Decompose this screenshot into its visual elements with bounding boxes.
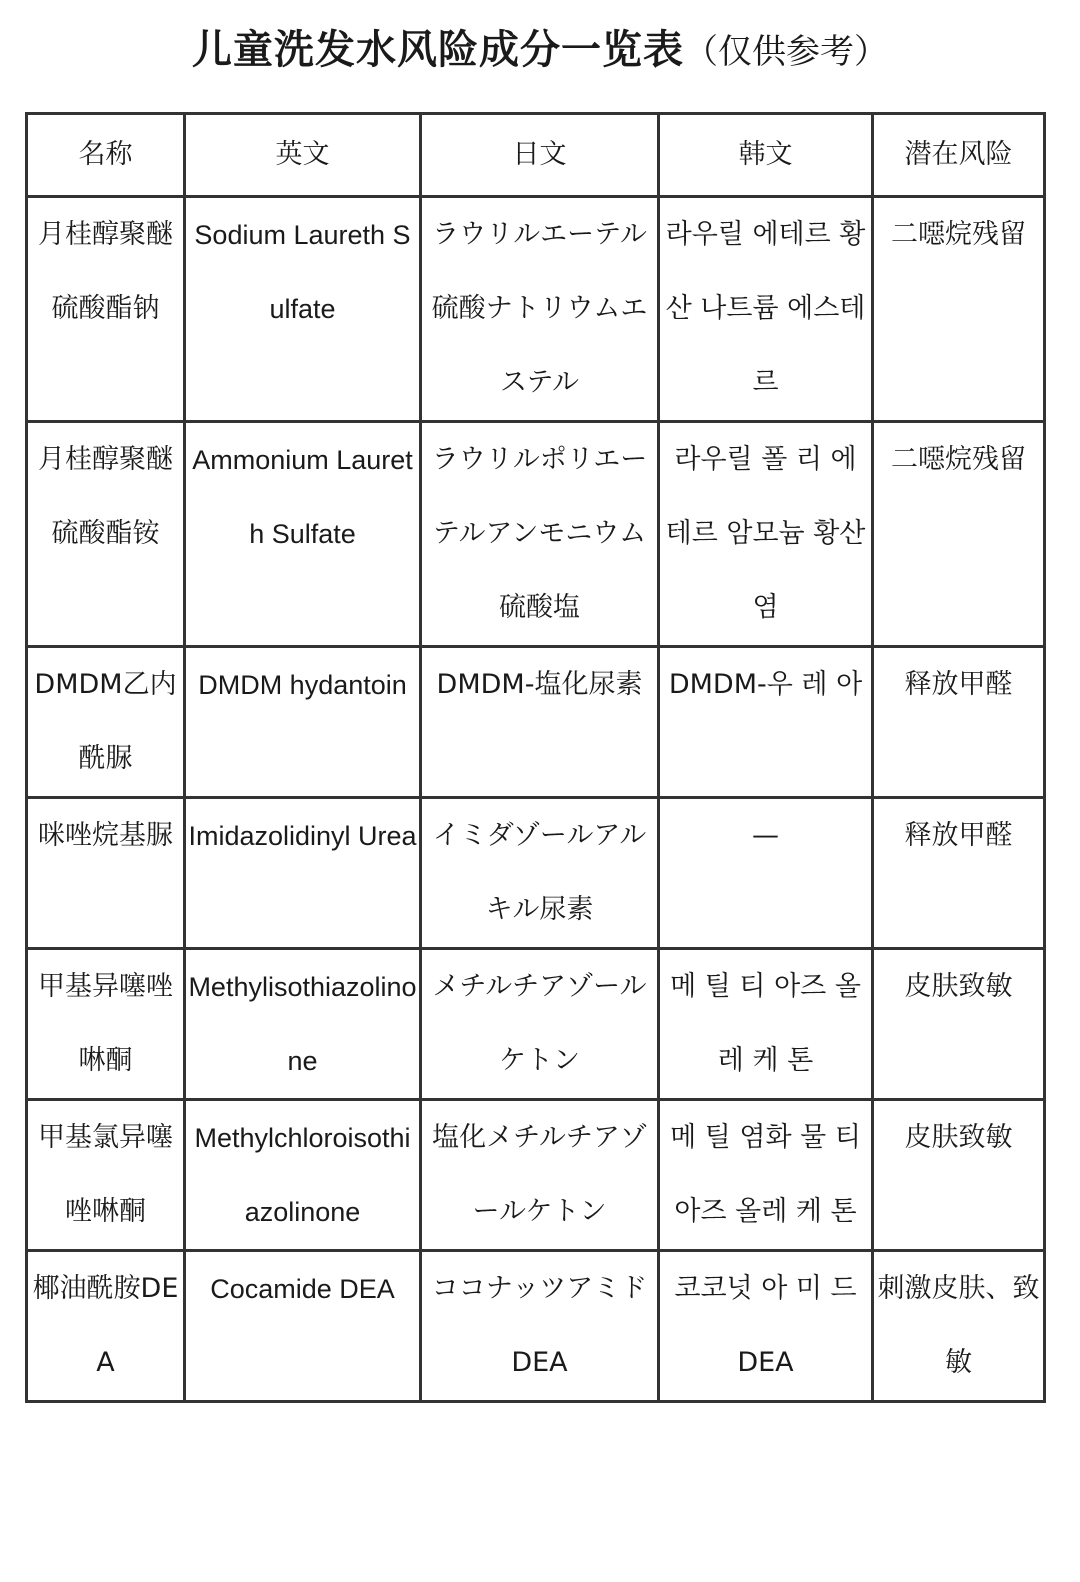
- cell-english: Methylchloroisothiazolinone: [185, 1100, 421, 1251]
- cell-name: DMDM乙内酰脲: [27, 647, 185, 798]
- cell-japanese: イミダゾールアルキル尿素: [421, 798, 659, 949]
- cell-korean: DMDM-우 레 아: [659, 647, 873, 798]
- header-row: [27, 114, 1045, 197]
- cell-english: DMDM hydantoin: [185, 647, 421, 798]
- cell-korean: —: [659, 798, 873, 949]
- risk-ingredients-table: [25, 112, 1046, 1403]
- cell-name: 月桂醇聚醚硫酸酯钠: [27, 197, 185, 422]
- cell-name: 月桂醇聚醚硫酸酯铵: [27, 422, 185, 647]
- cell-name: 甲基氯异噻唑啉酮: [27, 1100, 185, 1251]
- cell-risk: 刺激皮肤、致敏: [873, 1251, 1045, 1402]
- table-row: [27, 798, 1045, 949]
- cell-korean: 라우릴 폴 리 에테르 암모늄 황산 염: [659, 422, 873, 647]
- cell-japanese: ラウリルエーテル硫酸ナトリウムエステル: [421, 197, 659, 422]
- page-title: [0, 18, 1080, 75]
- cell-japanese: ラウリルポリエーテルアンモニウム硫酸塩: [421, 422, 659, 647]
- table-row: [27, 647, 1045, 798]
- cell-english: Imidazolidinyl Urea: [185, 798, 421, 949]
- cell-risk: 释放甲醛: [873, 647, 1045, 798]
- table-row: [27, 197, 1045, 422]
- table-row: [27, 949, 1045, 1100]
- cell-japanese: DMDM-塩化尿素: [421, 647, 659, 798]
- cell-japanese: メチルチアゾールケトン: [421, 949, 659, 1100]
- cell-english: Methylisothiazolinone: [185, 949, 421, 1100]
- title-main: 儿童洗发水风险成分一览表: [192, 27, 684, 73]
- cell-korean: 라우릴 에테르 황산 나트륨 에스테 르: [659, 197, 873, 422]
- cell-risk: 释放甲醛: [873, 798, 1045, 949]
- title-note: （仅供参考）: [684, 32, 888, 72]
- cell-korean: 메 틸 티 아즈 올레 케 톤: [659, 949, 873, 1100]
- cell-korean: 메 틸 염화 물 티 아즈 올레 케 톤: [659, 1100, 873, 1251]
- header-japanese: 日文: [421, 114, 659, 197]
- cell-risk: 二噁烷残留: [873, 422, 1045, 647]
- cell-japanese: ココナッツアミド DEA: [421, 1251, 659, 1402]
- table-row: [27, 422, 1045, 647]
- cell-japanese: 塩化メチルチアゾールケトン: [421, 1100, 659, 1251]
- cell-korean: 코코넛 아 미 드 DEA: [659, 1251, 873, 1402]
- cell-name: 椰油酰胺DEA: [27, 1251, 185, 1402]
- cell-english: Cocamide DEA: [185, 1251, 421, 1402]
- cell-name: 甲基异噻唑啉酮: [27, 949, 185, 1100]
- cell-name: 咪唑烷基脲: [27, 798, 185, 949]
- cell-english: Sodium Laureth Sulfate: [185, 197, 421, 422]
- cell-risk: 二噁烷残留: [873, 197, 1045, 422]
- header-english: 英文: [185, 114, 421, 197]
- table-row: [27, 1100, 1045, 1251]
- table-row: [27, 1251, 1045, 1402]
- header-korean: 韩文: [659, 114, 873, 197]
- cell-risk: 皮肤致敏: [873, 1100, 1045, 1251]
- cell-english: Ammonium Laureth Sulfate: [185, 422, 421, 647]
- cell-risk: 皮肤致敏: [873, 949, 1045, 1100]
- header-name: 名称: [27, 114, 185, 197]
- header-risk: 潜在风险: [873, 114, 1045, 197]
